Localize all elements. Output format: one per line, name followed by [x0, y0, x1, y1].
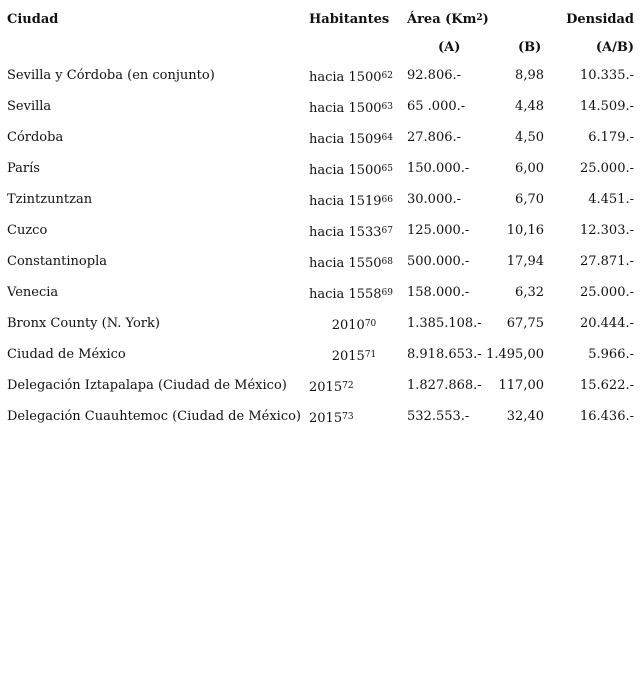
- col-b-cell: 6,00: [515, 161, 544, 176]
- area-cell: 150.000.-: [407, 161, 470, 176]
- population-cell: [309, 70, 393, 85]
- density-cell: 16.436.-: [579, 409, 634, 424]
- city-cell: Tzintzuntzan: [7, 192, 93, 207]
- table-row: [0, 186, 642, 217]
- population-value: hacia 1500: [309, 70, 382, 85]
- city-cell: Delegación Cuauhtemoc (Ciudad de México): [7, 409, 302, 424]
- header-col-b: (B): [518, 40, 542, 55]
- population-value: 2015: [331, 349, 365, 364]
- area-cell: 65 .000.-: [407, 99, 466, 114]
- population-value: hacia 1509: [309, 132, 382, 147]
- footnote-ref: 67: [381, 226, 393, 236]
- density-cell: 27.871.-: [579, 254, 634, 269]
- population-cell: [309, 287, 393, 302]
- table-row: [0, 372, 642, 403]
- header-area-label: Área (Km: [407, 12, 477, 27]
- footnote-ref: 72: [342, 381, 354, 391]
- population-value: hacia 1550: [309, 256, 382, 271]
- city-cell: Constantinopla: [7, 254, 107, 269]
- footnote-ref: 73: [342, 412, 354, 422]
- table-row: [0, 341, 642, 372]
- population-cell: [309, 225, 393, 240]
- population-value: hacia 1500: [309, 163, 382, 178]
- footnote-ref: 65: [381, 164, 393, 174]
- area-cell: 500.000.-: [407, 254, 470, 269]
- col-b-cell: 4,50: [515, 130, 544, 145]
- population-value: hacia 1519: [309, 194, 382, 209]
- area-cell: 30.000.-: [407, 192, 462, 207]
- city-cell: Cuzco: [7, 223, 48, 238]
- population-cell: [309, 194, 393, 209]
- population-value: hacia 1558: [309, 287, 382, 302]
- city-cell: Bronx County (N. York): [7, 316, 160, 331]
- density-cell: 12.303.-: [579, 223, 634, 238]
- table-row: [0, 248, 642, 279]
- header-city: Ciudad: [7, 12, 59, 27]
- area-cell: 1.385.108.-: [407, 316, 482, 331]
- city-cell: Ciudad de México: [7, 347, 126, 362]
- header-col-ab: (A/B): [595, 40, 634, 55]
- header-area-sup: 2: [476, 13, 483, 23]
- header-density: Densidad: [566, 12, 634, 27]
- table-row: [0, 155, 642, 186]
- col-b-cell: 6,70: [515, 192, 544, 207]
- col-b-cell: 6,32: [515, 285, 544, 300]
- population-cell: [309, 318, 399, 333]
- footnote-ref: 64: [381, 133, 393, 143]
- city-cell: Sevilla y Córdoba (en conjunto): [7, 68, 215, 83]
- city-cell: Sevilla: [7, 99, 52, 114]
- population-value: 2015: [309, 380, 343, 395]
- population-value: hacia 1500: [309, 101, 382, 116]
- table-row: [0, 403, 642, 434]
- population-cell: [309, 349, 399, 364]
- header-area: [407, 12, 489, 27]
- population-cell: [309, 380, 354, 395]
- footnote-ref: 68: [381, 257, 393, 267]
- header-area-close: ): [482, 12, 489, 27]
- col-b-cell: 67,75: [506, 316, 544, 331]
- footnote-ref: 66: [381, 195, 393, 205]
- col-b-cell: 32,40: [506, 409, 544, 424]
- footnote-ref: 62: [381, 71, 393, 81]
- table-row: [0, 124, 642, 155]
- table-row: [0, 93, 642, 124]
- area-cell: 1.827.868.-: [407, 378, 482, 393]
- population-value: 2015: [309, 411, 343, 426]
- area-cell: 92.806.-: [407, 68, 462, 83]
- city-cell: Delegación Iztapalapa (Ciudad de México): [7, 378, 287, 393]
- density-cell: 6.179.-: [588, 130, 634, 145]
- density-cell: 25.000.-: [579, 285, 634, 300]
- density-cell: 5.966.-: [588, 347, 634, 362]
- density-cell: 15.622.-: [579, 378, 634, 393]
- density-cell: 25.000.-: [579, 161, 634, 176]
- col-b-cell: 10,16: [506, 223, 544, 238]
- table-row: [0, 62, 642, 93]
- footnote-ref: 63: [381, 102, 393, 112]
- col-b-cell: 8,98: [515, 68, 544, 83]
- table-row: [0, 310, 642, 341]
- area-cell: 158.000.-: [407, 285, 470, 300]
- density-cell: 14.509.-: [579, 99, 634, 114]
- density-cell: 20.444.-: [579, 316, 634, 331]
- density-cell: 10.335.-: [579, 68, 634, 83]
- city-cell: París: [7, 161, 40, 176]
- population-cell: [309, 132, 393, 147]
- population-value: 2010: [331, 318, 365, 333]
- area-cell: 532.553.-: [407, 409, 470, 424]
- population-cell: [309, 411, 354, 426]
- header-col-a: (A): [438, 40, 461, 55]
- city-cell: Venecia: [7, 285, 59, 300]
- area-cell: 8.918.653.-: [407, 347, 482, 362]
- col-b-cell: 4,48: [515, 99, 544, 114]
- city-cell: Córdoba: [7, 130, 64, 145]
- density-cell: 4.451.-: [588, 192, 634, 207]
- table-row: [0, 279, 642, 310]
- area-cell: 125.000.-: [407, 223, 470, 238]
- population-cell: [309, 256, 393, 271]
- col-b-cell: 17,94: [506, 254, 544, 269]
- header-population: Habitantes: [309, 12, 390, 27]
- footnote-ref: 69: [381, 288, 393, 298]
- area-cell: 27.806.-: [407, 130, 462, 145]
- population-cell: [309, 101, 393, 116]
- col-b-cell: 117,00: [498, 378, 544, 393]
- footnote-ref: 71: [364, 350, 377, 360]
- footnote-ref: 70: [364, 319, 377, 329]
- table-row: [0, 217, 642, 248]
- population-cell: [309, 163, 393, 178]
- col-b-cell: 1.495,00: [486, 347, 544, 362]
- population-value: hacia 1533: [309, 225, 382, 240]
